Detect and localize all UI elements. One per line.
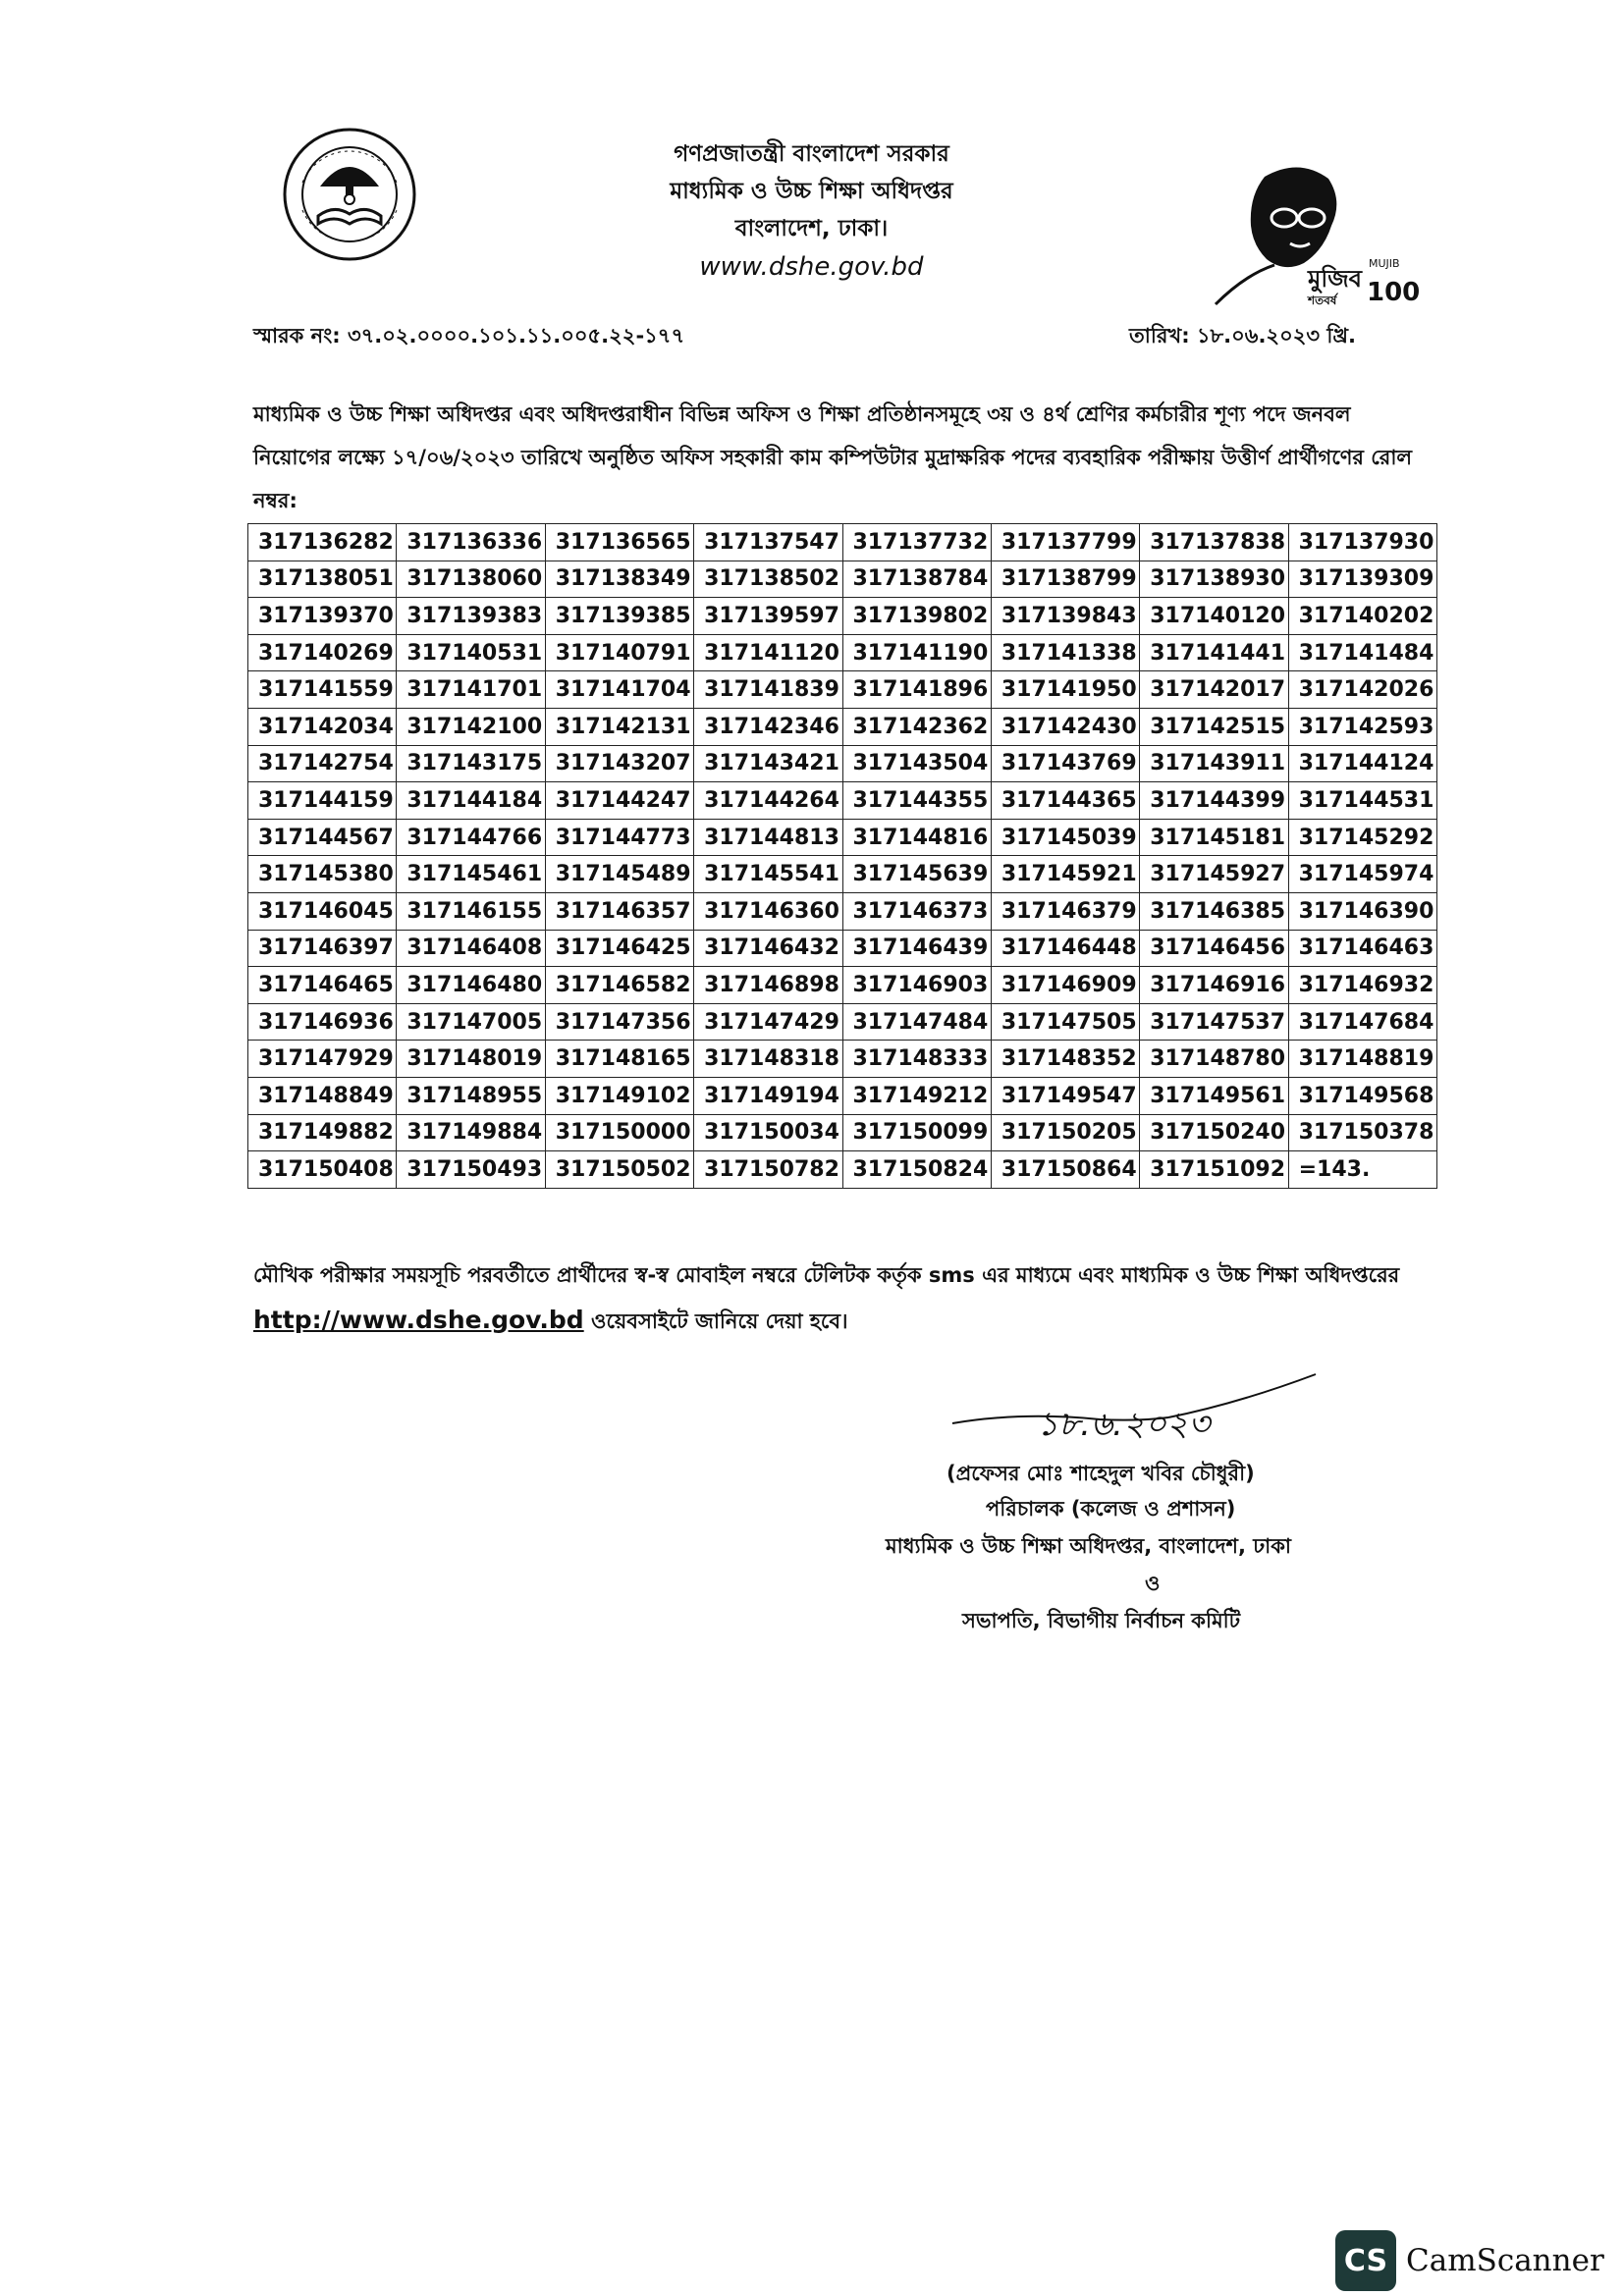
roll-number-cell: 317147429 (694, 1003, 842, 1041)
camscanner-text: CamScanner (1406, 2243, 1604, 2278)
roll-number-cell: 317141120 (694, 634, 842, 671)
roll-number-cell: 317146448 (991, 930, 1139, 967)
roll-number-cell: 317145181 (1140, 819, 1288, 856)
roll-number-cell: 317144399 (1140, 782, 1288, 820)
table-row (248, 745, 1437, 782)
table-row (248, 1041, 1437, 1078)
post-name: অফিস সহকারী কাম কম্পিউটার মুদ্রাক্ষরিক (661, 446, 1005, 469)
roll-number-cell: 317149547 (991, 1077, 1139, 1114)
website-link[interactable]: http://www.dshe.gov.bd (253, 1306, 584, 1334)
roll-number-cell: 317138930 (1140, 561, 1288, 598)
roll-number-cell: 317146936 (248, 1003, 397, 1041)
roll-number-cell: 317145927 (1140, 856, 1288, 893)
roll-number-cell: 317147929 (248, 1041, 397, 1078)
roll-number-cell: 317148019 (397, 1041, 545, 1078)
table-row (248, 967, 1437, 1004)
roll-number-cell: 317145974 (1288, 856, 1436, 893)
roll-number-cell: 317138784 (842, 561, 991, 598)
roll-number-cell: 317146390 (1288, 892, 1436, 930)
roll-number-cell: =143. (1288, 1151, 1436, 1189)
roll-number-cell: 317146408 (397, 930, 545, 967)
signatory-and: ও (1145, 1572, 1161, 1595)
roll-number-cell: 317145541 (694, 856, 842, 893)
roll-number-cell: 317137930 (1288, 524, 1436, 561)
table-row (248, 634, 1437, 671)
roll-number-cell: 317141559 (248, 671, 397, 709)
roll-number-cell: 317142131 (545, 708, 693, 745)
roll-number-cell: 317147684 (1288, 1003, 1436, 1041)
roll-number-cell: 317148352 (991, 1041, 1139, 1078)
roll-number-cell: 317149882 (248, 1114, 397, 1151)
roll-number-cell: 317139843 (991, 598, 1139, 635)
roll-number-cell: 317138051 (248, 561, 397, 598)
table-row (248, 561, 1437, 598)
header-website: www.dshe.gov.bd (699, 252, 924, 282)
roll-number-cell: 317139385 (545, 598, 693, 635)
roll-number-cell: 317139383 (397, 598, 545, 635)
shatabarsha-text: শতবর্ষ (1308, 294, 1337, 307)
signature-date: ১৮.৬.২০২৩ (1037, 1405, 1211, 1444)
roll-number-cell: 317142026 (1288, 671, 1436, 709)
note-part1: মৌখিক পরীক্ষার সময়সূচি পরবর্তীতে প্রার্থীদের স্ব-স্ব মোবাইল নম্বরে টেলিটক কর্তৃক sms এর মাধ্যমে এবং মাধ্যমিক ও উচ্চ শিক্ষা অধিদপ্তরের (253, 1263, 1400, 1287)
roll-number-cell: 317150205 (991, 1114, 1139, 1151)
roll-number-cell: 317139309 (1288, 561, 1436, 598)
roll-number-cell: 317146439 (842, 930, 991, 967)
roll-number-cell: 317146155 (397, 892, 545, 930)
roll-number-cell: 317146465 (248, 967, 397, 1004)
roll-number-cell: 317145921 (991, 856, 1139, 893)
roll-number-cell: 317141484 (1288, 634, 1436, 671)
roll-number-cell: 317146582 (545, 967, 693, 1004)
roll-number-cell: 317138799 (991, 561, 1139, 598)
roll-number-cell: 317146373 (842, 892, 991, 930)
roll-number-cell: 317144773 (545, 819, 693, 856)
roll-number-cell: 317146357 (545, 892, 693, 930)
roll-number-cell: 317146898 (694, 967, 842, 1004)
roll-number-cell: 317144159 (248, 782, 397, 820)
roll-number-cell: 317147484 (842, 1003, 991, 1041)
roll-number-cell: 317140120 (1140, 598, 1288, 635)
roll-number-cell: 317147005 (397, 1003, 545, 1041)
roll-number-cell: 317144247 (545, 782, 693, 820)
roll-number-cell: 317144567 (248, 819, 397, 856)
viva-notice (253, 1253, 1461, 1344)
roll-number-cell: 317142593 (1288, 708, 1436, 745)
roll-number-cell: 317146456 (1140, 930, 1288, 967)
roll-number-cell: 317142754 (248, 745, 397, 782)
note-part2: ওয়েবসাইটে জানিয়ে দেয়া হবে। (583, 1309, 848, 1333)
roll-number-cell: 317150099 (842, 1114, 991, 1151)
roll-number-cell: 317138349 (545, 561, 693, 598)
roll-number-cell: 317146379 (991, 892, 1139, 930)
roll-number-cell: 317141338 (991, 634, 1139, 671)
table-row (248, 1003, 1437, 1041)
roll-number-cell: 317146463 (1288, 930, 1436, 967)
table-row (248, 1151, 1437, 1189)
roll-number-cell: 317139370 (248, 598, 397, 635)
roll-number-cell: 317147356 (545, 1003, 693, 1041)
paragraph-part1: মাধ্যমিক ও উচ্চ শিক্ষা অধিদপ্তর এবং অধিদপ্তরাধীন বিভিন্ন অফিস ও শিক্ষা প্রতিষ্ঠানসমূহে ৩য় ও ৪র্থ শ্রেণির কর্মচারীর শূণ্য পদে জনবল নিয়োগের লক্ষ্যে ১৭/০৬/২০২৩ তারিখে অনুষ্ঠিত (253, 402, 1351, 469)
mujib-latin-text: MUJIB (1369, 257, 1400, 270)
header-directorate: মাধ্যমিক ও উচ্চ শিক্ষা অধিদপ্তর (670, 179, 953, 204)
roll-number-cell: 317145380 (248, 856, 397, 893)
roll-number-cell: 317145292 (1288, 819, 1436, 856)
handwritten-signature (943, 1355, 1335, 1453)
roll-number-cell: 317144816 (842, 819, 991, 856)
roll-number-cell: 317140791 (545, 634, 693, 671)
roll-number-cell: 317146425 (545, 930, 693, 967)
roll-number-cell: 317144813 (694, 819, 842, 856)
table-row (248, 782, 1437, 820)
table-row (248, 1077, 1437, 1114)
roll-number-cell: 317138060 (397, 561, 545, 598)
roll-number-cell: 317147537 (1140, 1003, 1288, 1041)
roll-number-cell: 317146360 (694, 892, 842, 930)
roll-number-cell: 317150378 (1288, 1114, 1436, 1151)
roll-number-cell: 317139597 (694, 598, 842, 635)
roll-number-cell: 317148849 (248, 1077, 397, 1114)
roll-number-cell: 317143911 (1140, 745, 1288, 782)
roll-number-cell: 317148333 (842, 1041, 991, 1078)
roll-number-cell: 317150493 (397, 1151, 545, 1189)
notice-paragraph (253, 393, 1420, 522)
hundred-text: 100 (1367, 278, 1421, 307)
roll-number-cell: 317146480 (397, 967, 545, 1004)
roll-number-cell: 317137838 (1140, 524, 1288, 561)
roll-number-cell: 317138502 (694, 561, 842, 598)
roll-number-cell: 317142034 (248, 708, 397, 745)
roll-number-cell: 317150782 (694, 1151, 842, 1189)
roll-number-cell: 317143504 (842, 745, 991, 782)
roll-number-cell: 317144124 (1288, 745, 1436, 782)
roll-number-cell: 317149561 (1140, 1077, 1288, 1114)
table-row (248, 856, 1437, 893)
roll-number-cell: 317140531 (397, 634, 545, 671)
roll-number-cell: 317136336 (397, 524, 545, 561)
roll-number-cell: 317145489 (545, 856, 693, 893)
roll-number-cell: 317146432 (694, 930, 842, 967)
roll-number-cell: 317149884 (397, 1114, 545, 1151)
roll-number-cell: 317145639 (842, 856, 991, 893)
roll-number-cell: 317141701 (397, 671, 545, 709)
roll-number-cell: 317146932 (1288, 967, 1436, 1004)
roll-number-cell: 317143207 (545, 745, 693, 782)
roll-number-cell: 317150034 (694, 1114, 842, 1151)
camscanner-watermark (1335, 2230, 1604, 2291)
roll-number-cell: 317143769 (991, 745, 1139, 782)
roll-number-cell: 317141190 (842, 634, 991, 671)
roll-number-cell: 317140202 (1288, 598, 1436, 635)
roll-number-cell: 317151092 (1140, 1151, 1288, 1189)
roll-number-cell: 317148955 (397, 1077, 545, 1114)
roll-number-cell: 317144531 (1288, 782, 1436, 820)
roll-number-cell: 317139802 (842, 598, 991, 635)
roll-number-cell: 317141950 (991, 671, 1139, 709)
roll-number-cell: 317144766 (397, 819, 545, 856)
table-row (248, 671, 1437, 709)
roll-number-cell: 317148819 (1288, 1041, 1436, 1078)
roll-number-cell: 317142100 (397, 708, 545, 745)
roll-number-cell: 317145461 (397, 856, 545, 893)
mujib-text: মুজিব (1308, 265, 1363, 293)
roll-number-cell: 317144355 (842, 782, 991, 820)
roll-number-cell: 317147505 (991, 1003, 1139, 1041)
camscanner-logo-icon: CS (1335, 2230, 1396, 2291)
roll-number-cell: 317149102 (545, 1077, 693, 1114)
memo-number: স্মারক নং: ৩৭.০২.০০০০.১০১.১১.০০৫.২২-১৭৭ (253, 324, 685, 347)
roll-number-cell: 317136282 (248, 524, 397, 561)
roll-number-cell: 317146909 (991, 967, 1139, 1004)
roll-number-cell: 317141839 (694, 671, 842, 709)
roll-number-cell: 317150408 (248, 1151, 397, 1189)
roll-number-cell: 317144365 (991, 782, 1139, 820)
roll-number-cell: 317142515 (1140, 708, 1288, 745)
roll-number-cell: 317148780 (1140, 1041, 1288, 1078)
signatory-role: সভাপতি, বিভাগীয় নির্বাচন কমিটি (962, 1609, 1241, 1632)
roll-number-cell: 317146916 (1140, 967, 1288, 1004)
roll-number-cell: 317142017 (1140, 671, 1288, 709)
roll-number-cell: 317142362 (842, 708, 991, 745)
roll-number-cell: 317144184 (397, 782, 545, 820)
roll-number-cell: 317149194 (694, 1077, 842, 1114)
mujib-100-logo (1206, 157, 1421, 314)
table-row (248, 930, 1437, 967)
table-row (248, 524, 1437, 561)
roll-number-cell: 317150502 (545, 1151, 693, 1189)
roll-number-cell: 317150240 (1140, 1114, 1288, 1151)
paragraph-part2: পদের ব্যবহারিক পরীক্ষায় উত্তীর্ণ প্রার্থীগণের রোল নম্বর: (253, 446, 1413, 512)
roll-number-cell: 317141441 (1140, 634, 1288, 671)
roll-number-cell: 317141704 (545, 671, 693, 709)
signatory-designation: পরিচালক (কলেজ ও প্রশাসন) (986, 1497, 1236, 1521)
roll-number-cell: 317150000 (545, 1114, 693, 1151)
header-location: বাংলাদেশ, ঢাকা। (734, 216, 889, 241)
table-row (248, 708, 1437, 745)
roll-number-cell: 317142346 (694, 708, 842, 745)
roll-number-cell: 317140269 (248, 634, 397, 671)
signatory-name: (প্রফেসর মোঃ শাহেদুল খবির চৌধুরী) (947, 1462, 1255, 1485)
roll-number-cell: 317149212 (842, 1077, 991, 1114)
roll-number-cell: 317137547 (694, 524, 842, 561)
roll-number-cell: 317141896 (842, 671, 991, 709)
roll-number-cell: 317136565 (545, 524, 693, 561)
roll-number-cell: 317142430 (991, 708, 1139, 745)
table-row (248, 892, 1437, 930)
roll-number-cell: 317150824 (842, 1151, 991, 1189)
roll-number-cell: 317143175 (397, 745, 545, 782)
roll-number-cell: 317137732 (842, 524, 991, 561)
roll-number-table (247, 523, 1437, 1189)
table-row (248, 1114, 1437, 1151)
header-government: গণপ্রজাতন্ত্রী বাংলাদেশ সরকার (674, 141, 949, 167)
roll-number-cell: 317148318 (694, 1041, 842, 1078)
issue-date: তারিখ: ১৮.০৬.২০২৩ খ্রি. (1129, 324, 1356, 347)
roll-number-cell: 317145039 (991, 819, 1139, 856)
roll-number-cell: 317150864 (991, 1151, 1139, 1189)
roll-number-cell: 317146045 (248, 892, 397, 930)
roll-number-cell: 317146397 (248, 930, 397, 967)
table-row (248, 598, 1437, 635)
roll-number-cell: 317146385 (1140, 892, 1288, 930)
table-row (248, 819, 1437, 856)
roll-number-cell: 317146903 (842, 967, 991, 1004)
signatory-office: মাধ্যমিক ও উচ্চ শিক্ষা অধিদপ্তর, বাংলাদেশ, ঢাকা (886, 1534, 1291, 1558)
roll-number-cell: 317144264 (694, 782, 842, 820)
roll-number-cell: 317148165 (545, 1041, 693, 1078)
roll-number-cell: 317149568 (1288, 1077, 1436, 1114)
roll-number-cell: 317143421 (694, 745, 842, 782)
roll-number-cell: 317137799 (991, 524, 1139, 561)
